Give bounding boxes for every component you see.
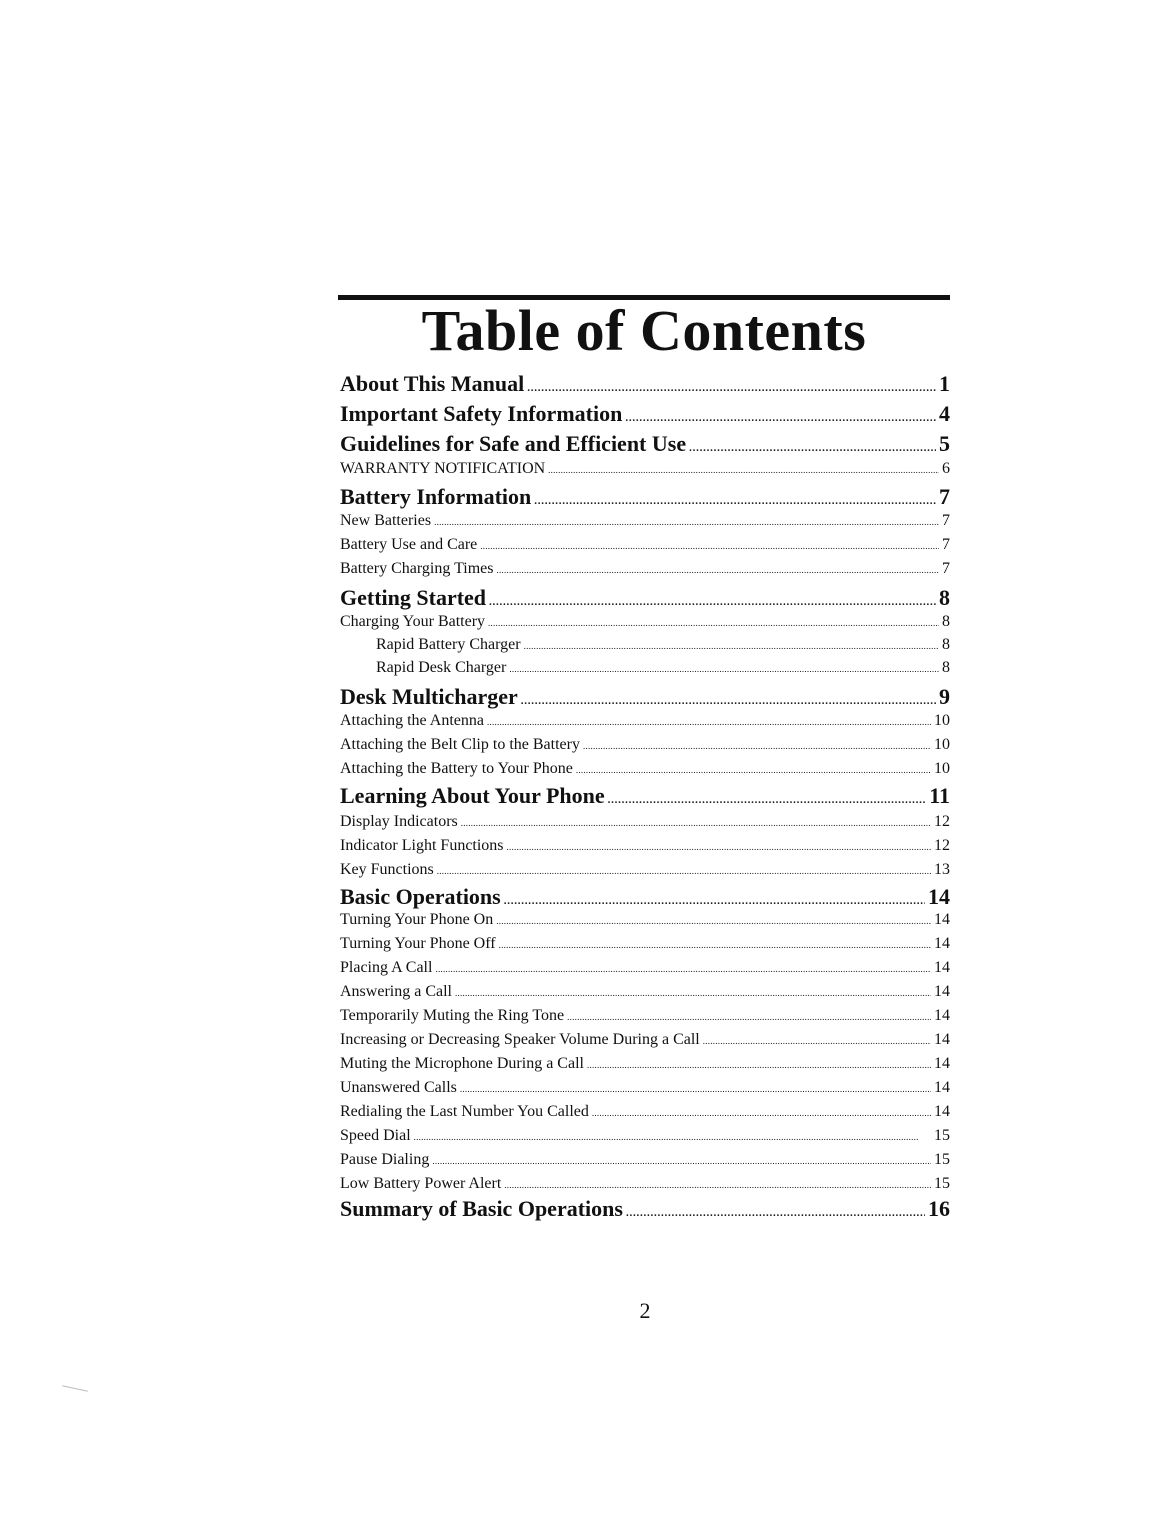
toc-entry-label: Battery Use and Care bbox=[340, 536, 478, 553]
toc-entry-page: 9 bbox=[939, 684, 950, 709]
dot-leader bbox=[507, 836, 931, 858]
toc-subsection-entry bbox=[340, 811, 950, 834]
toc-entry-label: Increasing or Decreasing Speaker Volume During a Call bbox=[340, 1031, 700, 1048]
toc-entry-label: Display Indicators bbox=[340, 813, 458, 830]
toc-entry-label: Temporarily Muting the Ring Tone bbox=[340, 1007, 565, 1024]
dot-leader bbox=[414, 1126, 931, 1148]
toc-entry-page: 15 bbox=[934, 1151, 950, 1168]
toc-entry-label: Key Functions bbox=[340, 861, 434, 878]
toc-entry-page: 7 bbox=[942, 560, 950, 577]
toc-entry-page: 11 bbox=[929, 783, 950, 808]
toc-entry-page: 10 bbox=[934, 712, 950, 729]
toc-section-entry bbox=[340, 370, 950, 402]
toc-subsection-entry bbox=[340, 1005, 950, 1028]
toc-entry-page: 14 bbox=[934, 983, 950, 1000]
dot-leader bbox=[703, 1030, 931, 1052]
toc-entry-page: 8 bbox=[942, 659, 950, 676]
toc-entry-page: 7 bbox=[942, 512, 950, 529]
toc-subsection-entry bbox=[340, 634, 950, 657]
toc-entry-label: Turning Your Phone On bbox=[340, 911, 494, 928]
toc-subsection-entry bbox=[340, 859, 950, 882]
toc-subsection-entry bbox=[340, 458, 950, 481]
toc-entry-page: 14 bbox=[934, 911, 950, 928]
toc-entry-label: Redialing the Last Number You Called bbox=[340, 1103, 589, 1120]
toc-entry-page: 10 bbox=[934, 760, 950, 777]
toc-entry-label: Getting Started bbox=[340, 585, 487, 610]
dot-leader bbox=[587, 1054, 931, 1076]
toc-subsection-entry bbox=[340, 1101, 950, 1124]
toc-entry-label: Unanswered Calls bbox=[340, 1079, 457, 1096]
dot-leader bbox=[480, 535, 939, 557]
toc-subsection-entry bbox=[340, 835, 950, 858]
toc-entry-page: 14 bbox=[934, 959, 950, 976]
toc-entry-label: Attaching the Antenna bbox=[340, 712, 484, 729]
toc-entry-label: Desk Multicharger bbox=[340, 684, 518, 709]
toc-entry-label: Learning About Your Phone bbox=[340, 783, 605, 808]
toc-subsection-entry bbox=[340, 558, 950, 581]
toc-entry-page: 15 bbox=[934, 1175, 950, 1192]
toc-entry-label: Battery Information bbox=[340, 484, 532, 509]
dot-leader bbox=[455, 982, 931, 1004]
toc-entry-page: 7 bbox=[939, 484, 950, 509]
toc-entry-page: 10 bbox=[934, 736, 950, 753]
dot-leader bbox=[434, 511, 939, 533]
toc-entry-page: 13 bbox=[934, 861, 950, 878]
toc-entry-page: 14 bbox=[934, 1007, 950, 1024]
toc-entry-label: Battery Charging Times bbox=[340, 560, 494, 577]
toc-entry-label: Indicator Light Functions bbox=[340, 837, 504, 854]
toc-entry-page: 8 bbox=[942, 636, 950, 653]
toc-entry-page: 12 bbox=[934, 837, 950, 854]
dot-leader bbox=[524, 635, 939, 657]
toc-entry-label: Pause Dialing bbox=[340, 1151, 430, 1168]
toc-entry-label: Charging Your Battery bbox=[340, 613, 486, 630]
dot-leader bbox=[460, 1078, 931, 1100]
toc-subsection-entry bbox=[340, 657, 950, 680]
toc-entry-page: 14 bbox=[934, 1079, 950, 1096]
toc-subsection-entry bbox=[340, 734, 950, 757]
toc-entry-page: 8 bbox=[942, 613, 950, 630]
toc-subsection-entry bbox=[340, 1125, 950, 1148]
page-number: 2 bbox=[639, 1298, 651, 1323]
toc-entry-page: 7 bbox=[942, 536, 950, 553]
toc-section-entry bbox=[340, 1195, 950, 1227]
dot-leader bbox=[567, 1006, 931, 1028]
dot-leader bbox=[496, 910, 931, 932]
toc-entry-label: Important Safety Information bbox=[340, 401, 623, 426]
dot-leader bbox=[548, 459, 939, 481]
toc-entry-page: 8 bbox=[939, 585, 950, 610]
dot-leader bbox=[488, 612, 939, 634]
toc-entry-page: 6 bbox=[942, 460, 950, 477]
toc-entry-page: 4 bbox=[939, 401, 950, 426]
dot-leader bbox=[435, 958, 931, 980]
toc-entry-page: 16 bbox=[928, 1196, 950, 1221]
toc-entry-label: Attaching the Belt Clip to the Battery bbox=[340, 736, 580, 753]
toc-subsection-entry bbox=[340, 1173, 950, 1196]
toc-entry-page: 14 bbox=[934, 1103, 950, 1120]
toc-entry-label: Basic Operations bbox=[340, 884, 501, 909]
toc-entry-label: Rapid Battery Charger bbox=[376, 636, 521, 653]
toc-subsection-entry bbox=[340, 1053, 950, 1076]
toc-subsection-entry bbox=[340, 611, 950, 634]
toc-subsection-entry bbox=[340, 534, 950, 557]
dot-leader bbox=[608, 786, 927, 814]
dot-leader bbox=[625, 404, 936, 432]
dot-leader bbox=[497, 559, 940, 581]
dot-leader bbox=[509, 658, 939, 680]
toc-entry-page: 14 bbox=[928, 884, 950, 909]
toc-entry-label: About This Manual bbox=[340, 371, 525, 396]
scan-speck bbox=[62, 1385, 88, 1391]
toc-subsection-entry bbox=[340, 1149, 950, 1172]
toc-subsection-entry bbox=[340, 981, 950, 1004]
toc-subsection-entry bbox=[340, 909, 950, 932]
dot-leader bbox=[592, 1102, 931, 1124]
toc-entry-page: 12 bbox=[934, 813, 950, 830]
toc-entry-label: WARRANTY NOTIFICATION bbox=[340, 460, 546, 477]
toc-entry-label: Answering a Call bbox=[340, 983, 452, 1000]
toc-entry-label: Summary of Basic Operations bbox=[340, 1196, 623, 1221]
dot-leader bbox=[576, 759, 931, 781]
toc-subsection-entry bbox=[340, 957, 950, 980]
toc-entry-page: 1 bbox=[939, 371, 950, 396]
toc-entry-label: Guidelines for Safe and Efficient Use bbox=[340, 431, 687, 456]
toc-subsection-entry bbox=[340, 933, 950, 956]
toc-entry-label: Turning Your Phone Off bbox=[340, 935, 496, 952]
dot-leader bbox=[504, 1174, 931, 1196]
toc-entry-page: 14 bbox=[934, 1031, 950, 1048]
toc-entry-page: 15 bbox=[934, 1127, 950, 1144]
dot-leader bbox=[432, 1150, 931, 1172]
dot-leader bbox=[437, 860, 931, 882]
toc-entry-label: Speed Dial bbox=[340, 1127, 411, 1144]
dot-leader bbox=[583, 735, 931, 757]
toc-entry-page: 14 bbox=[934, 935, 950, 952]
dot-leader bbox=[487, 711, 931, 733]
toc-entry-label: Rapid Desk Charger bbox=[376, 659, 507, 676]
toc-entry-label: Attaching the Battery to Your Phone bbox=[340, 760, 573, 777]
toc-entry-label: Muting the Microphone During a Call bbox=[340, 1055, 584, 1072]
toc-subsection-entry bbox=[340, 510, 950, 533]
toc-section-entry bbox=[340, 400, 950, 432]
toc-entry-label: Low Battery Power Alert bbox=[340, 1175, 502, 1192]
toc-entry-page: 5 bbox=[939, 431, 950, 456]
dot-leader bbox=[461, 812, 931, 834]
toc-entry-label: Placing A Call bbox=[340, 959, 433, 976]
dot-leader bbox=[626, 1199, 925, 1227]
toc-subsection-entry bbox=[340, 1077, 950, 1100]
toc-subsection-entry bbox=[340, 1029, 950, 1052]
toc-section-entry bbox=[340, 782, 950, 814]
toc-entry-label: New Batteries bbox=[340, 512, 432, 529]
toc-entry-page: 14 bbox=[934, 1055, 950, 1072]
page-title: Table of Contents bbox=[421, 298, 867, 363]
toc-subsection-entry bbox=[340, 710, 950, 733]
dot-leader bbox=[499, 934, 931, 956]
toc-subsection-entry bbox=[340, 758, 950, 781]
dot-leader bbox=[527, 374, 936, 402]
